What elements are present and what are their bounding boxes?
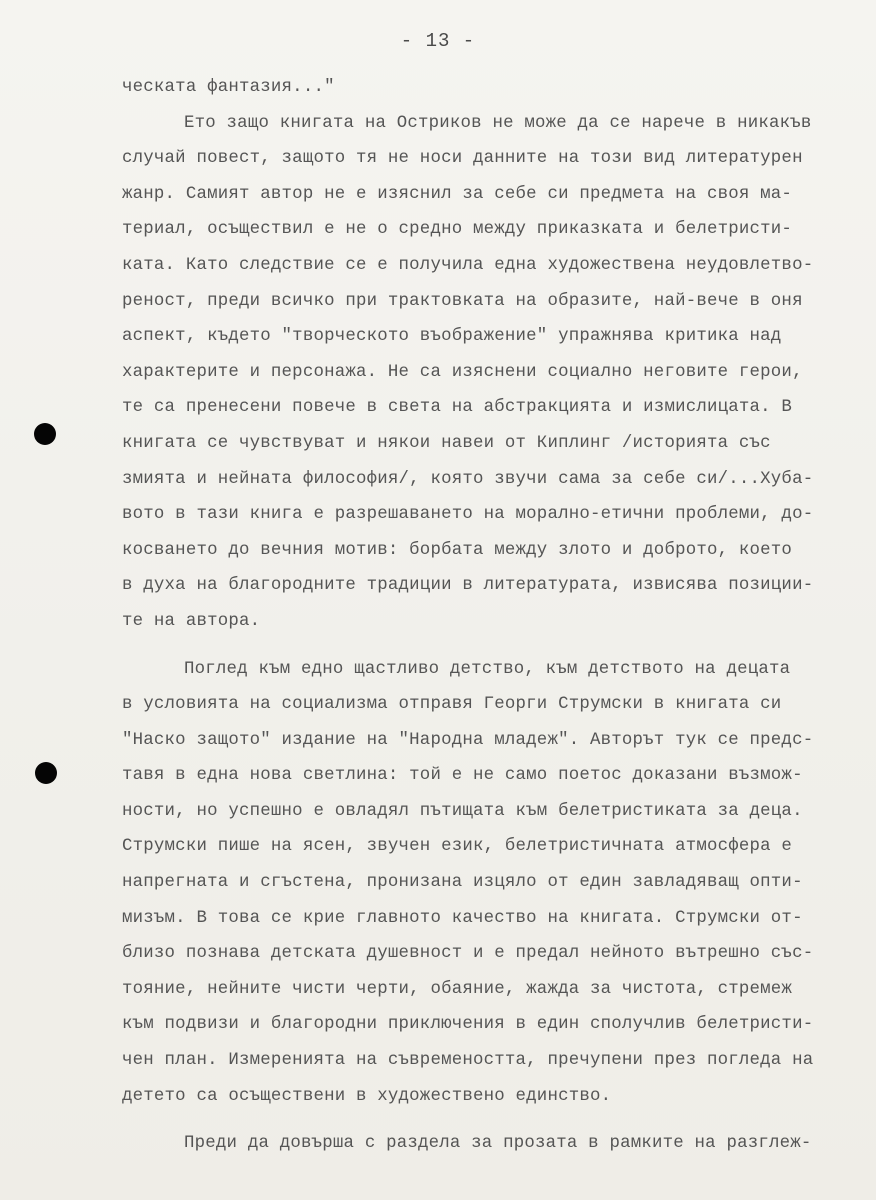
text-line: косването до вечния мотив: борбата между злото и доброто, което [122, 540, 793, 560]
text-line: Ето защо книгата на Остриков не може да се нарече в никакъв [184, 113, 812, 133]
typewritten-text [122, 70, 842, 1162]
text-line: тояние, нейните чисти черти, обаяние, жажда за чистота, стремеж [122, 979, 793, 999]
text-line: ности, но успешно е овладял пътищата към белетристиката за деца. [122, 801, 803, 821]
text-line: ческата фантазия..." [122, 78, 335, 97]
text-line: характерите и персонажа. Не са изяснени социално неговите герои, [122, 362, 803, 382]
text-line: ката. Като следствие се е получила една художествена неудовлетво- [122, 255, 814, 275]
text-line: Поглед към едно щастливо детство, към детството на децата [184, 659, 791, 679]
punch-hole [35, 762, 57, 784]
text-line: тавя в една нова светлина: той е не само поетос доказани възмож- [122, 766, 803, 786]
text-line: близо познава детската душевност и е предал нейното вътрешно със- [122, 944, 814, 964]
paragraph-spacer [122, 640, 842, 652]
text-line: към подвизи и благородни приключения в един сполучлив белетристи- [122, 1015, 814, 1035]
text-line: аспект, където "творческото въображение" упражнява критика над [122, 327, 782, 347]
text-line: напрегната и сгъстена, пронизана изцяло от един завладяващ опти- [122, 873, 803, 893]
paragraph-4 [122, 1126, 842, 1162]
text-line: вото в тази книга е разрешаването на морално-етични проблеми, до- [122, 505, 814, 525]
text-line: случай повест, защото тя не носи данните на този вид литературен [122, 149, 803, 169]
text-line: чен план. Измеренията на съвремеността, пречупени през погледа на [122, 1051, 814, 1071]
text-line: мизъм. В това се крие главното качество на книгата. Струмски от- [122, 908, 803, 928]
paragraph-2 [122, 106, 842, 640]
text-line: в условията на социализма отправя Георги Струмски в книгата си [122, 695, 782, 715]
text-line: детето са осъществени в художествено единство. [122, 1086, 612, 1106]
text-line: в духа на благородните традиции в литературата, извисява позиции- [122, 576, 814, 596]
text-line: змията и нейната философия/, която звучи сама за себе си/...Хуба- [122, 469, 814, 489]
punch-hole [34, 423, 56, 445]
text-line: Преди да довърша с раздела за прозата в рамките на разглеж- [184, 1134, 812, 1154]
paragraph-spacer [122, 1114, 842, 1126]
page-number: - 13 - [400, 30, 476, 52]
text-line: "Наско защото" издание на "Народна младеж". Авторът тук се предс- [122, 730, 814, 750]
text-line: те на автора. [122, 611, 261, 631]
text-line: те са пренесени повече в света на абстракцията и измислицата. В [122, 398, 793, 418]
text-line: териал, осъществил е не о средно между приказката и белетристи- [122, 220, 793, 240]
text-line: реност, преди всичко при трактовката на образите, най-вече в оня [122, 291, 803, 311]
paragraph-3 [122, 652, 842, 1115]
text-line: книгата се чувствуват и някои навеи от Киплинг /историята със [122, 433, 771, 453]
paragraph-1 [122, 70, 842, 106]
text-line: жанр. Самият автор не е изяснил за себе си предмета на своя ма- [122, 184, 793, 204]
text-line: Струмски пише на ясен, звучен език, белетристичната атмосфера е [122, 837, 793, 857]
